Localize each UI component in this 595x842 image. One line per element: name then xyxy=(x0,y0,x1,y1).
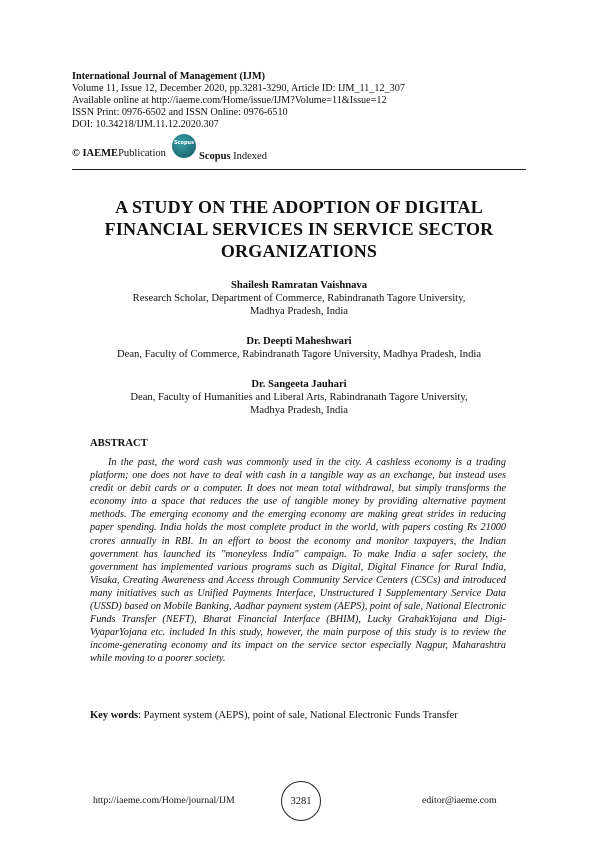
page-number xyxy=(281,781,321,821)
author-name: Dr. Deepti Maheshwari xyxy=(246,336,352,347)
scopus-bold: Scopus xyxy=(199,151,231,162)
publisher-line xyxy=(72,148,166,159)
author-affiliation: Research Scholar, Department of Commerce, Rabindranath Tagore University, xyxy=(132,293,466,304)
keywords-text: : Payment system (AEPS), point of sale, National Electronic Funds Transfer xyxy=(138,710,458,721)
header-divider xyxy=(72,169,526,170)
journal-name: International Journal of Management (IJM) xyxy=(72,71,265,82)
keywords-label: Key words xyxy=(90,710,139,721)
author-affiliation: Dean, Faculty of Humanities and Liberal Arts, Rabindranath Tagore University, xyxy=(130,392,468,403)
keywords-line xyxy=(90,710,520,721)
copyright-label: © IAEME xyxy=(72,148,119,159)
journal-header xyxy=(72,71,522,131)
paper-title xyxy=(72,196,526,262)
author-affiliation: Madhya Pradesh, India xyxy=(250,405,348,416)
availability-link[interactable]: Available online at http://iaeme.com/Home/issue/IJM?Volume=11&Issue=12 xyxy=(72,95,387,106)
author-name: Dr. Sangeeta Jauhari xyxy=(251,379,347,390)
author-block-1 xyxy=(72,279,526,318)
author-block-2 xyxy=(72,335,526,361)
issue-info: Volume 11, Issue 12, December 2020, pp.3281-3290, Article ID: IJM_11_12_307 xyxy=(72,83,405,94)
author-name: Shailesh Ramratan Vaishnava xyxy=(231,280,367,291)
publication-label: Publication xyxy=(118,148,166,159)
issn-info: ISSN Print: 0976-6502 and ISSN Online: 0976-6510 xyxy=(72,107,288,118)
indexed-label: Indexed xyxy=(230,151,267,162)
title-line: FINANCIAL SERVICES IN SERVICE SECTOR xyxy=(104,219,494,239)
footer-journal-link[interactable]: http://iaeme.com/Home/journal/IJM xyxy=(93,795,235,806)
title-line: ORGANIZATIONS xyxy=(220,241,378,261)
page-number-text: 3281 xyxy=(290,795,312,807)
scopus-indexed xyxy=(199,151,267,162)
author-affiliation: Dean, Faculty of Commerce, Rabindranath Tagore University, Madhya Pradesh, India xyxy=(116,349,482,360)
author-affiliation: Madhya Pradesh, India xyxy=(250,306,348,317)
title-line: A STUDY ON THE ADOPTION OF DIGITAL xyxy=(115,197,483,217)
abstract-text: In the past, the word cash was commonly used in the city. A cashless economy is a trading platform; one does not have to deal with cash in a tangible way as an exchange, but instead uses credit or debit cards or a computer. It does not mean total withdrawal, but simply transforms the economy into a space that reduces the use of tangible money by providing alternative payment methods. The emerging economy and the emerging economy are making great strides in reducing paper spending. India holds the most complete product in the world, with papers costing Rs 21000 crores annually in RBI. In an effort to boost the economy and monitor taxpayers, the Indian government has launched its "moneyless India" campaign. To make India a safer society, the government has implemented various programs such as Digital, Digital Finance for Rural India, Visaka, Creating Awareness and Access through Community Service Centers (CSCs) and introduced many initiatives such as Unified Payments Interface, Unstructured I Supplementary Service Data (USSD) based on Mobile Banking, Aadhar payment system (AEPS), point of sale, National Electronic Funds Transfer (NEFT), Bharat Financial Interface (BHIM), Lucky GrahakYojana and Digi-VyaparYojana etc. included In this study, however, the main purpose of this study is to review the income-generating economy and its impact on the service sector especially Nagpur, Maharashtra while moving to a poorer society. xyxy=(90,457,506,665)
footer-email-link[interactable]: editor@iaeme.com xyxy=(422,795,497,806)
abstract-heading: ABSTRACT xyxy=(90,438,148,449)
scopus-logo-text: Scopus xyxy=(173,140,195,146)
scopus-logo-icon xyxy=(172,134,196,158)
doi-info: DOI: 10.34218/IJM.11.12.2020.307 xyxy=(72,119,219,130)
author-block-3 xyxy=(72,378,526,417)
